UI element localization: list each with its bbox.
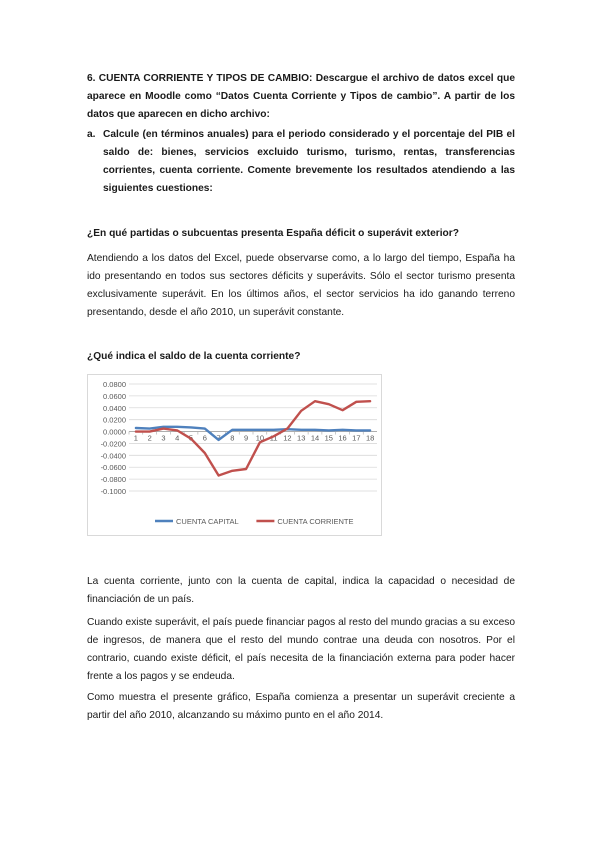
x-tick-label: 14: [310, 433, 320, 443]
list-item-text: Calcule (en términos anuales) para el periodo considerado y el porcentaje del PIB el saldo de: bienes, servicios excluido turismo, turismo, rentas, transferencias corrientes, cuenta corriente. Comente brevemente los resultados atendiendo a las siguientes cuestiones:: [103, 129, 515, 194]
x-tick-label: 10: [255, 433, 265, 443]
x-tick-label: 13: [297, 433, 306, 443]
section-intro: Descargue el archivo de datos excel que aparece en Moodle como “Datos Cuenta Corriente y Tipos de cambio”. A partir de los datos que aparecen en dicho archivo:: [87, 73, 515, 120]
y-tick-label: -0.0200: [100, 439, 126, 449]
list-item-label: a.: [87, 129, 96, 140]
question-2: ¿Qué indica el saldo de la cuenta corriente?: [87, 351, 301, 362]
section-title: 6. CUENTA CORRIENTE Y TIPOS DE CAMBIO:: [87, 73, 313, 84]
x-tick-label: 17: [352, 433, 361, 443]
x-tick-label: 11: [269, 433, 278, 443]
x-tick-label: 7: [216, 433, 221, 443]
y-tick-label: 0.0400: [103, 403, 126, 413]
list-item-a: [87, 126, 515, 198]
line-chart: [87, 374, 382, 536]
x-tick-label: 3: [161, 433, 166, 443]
y-tick-label: -0.0600: [100, 463, 126, 473]
x-tick-label: 1: [133, 433, 138, 443]
legend-label: CUENTA CORRIENTE: [277, 517, 354, 526]
paragraph-3: Como muestra el presente gráfico, España comienza a presentar un superávit creciente a partir del año 2010, alcanzando su máximo punto en el año 2014.: [87, 692, 515, 721]
x-tick-label: 18: [365, 433, 375, 443]
x-tick-label: 15: [324, 433, 333, 443]
y-tick-label: -0.0400: [100, 451, 126, 461]
y-tick-label: 0.0000: [103, 427, 126, 437]
paragraph-2: Cuando existe superávit, el país puede financiar pagos al resto del mundo gracias a su exceso de ingresos, de manera que el resto del mundo contrae una deuda con nosotros. Por el contrario, cuando existe déficit, el país necesita de la financiación externa para poder hacer frente a los pagos y se endeuda.: [87, 617, 515, 682]
x-tick-label: 16: [338, 433, 347, 443]
y-tick-label: -0.0800: [100, 475, 126, 485]
question-1: ¿En qué partidas o subcuentas presenta España déficit o superávit exterior?: [87, 228, 459, 239]
y-tick-label: 0.0600: [103, 391, 126, 401]
y-tick-label: 0.0200: [103, 415, 126, 425]
y-tick-label: -0.1000: [100, 487, 126, 496]
y-tick-label: 0.0800: [103, 380, 126, 389]
x-tick-label: 4: [175, 433, 180, 443]
legend-label: CUENTA CAPITAL: [176, 517, 239, 526]
x-tick-label: 12: [283, 433, 292, 443]
section-heading: [87, 70, 515, 124]
x-tick-label: 6: [202, 433, 207, 443]
x-tick-label: 5: [188, 433, 194, 443]
x-tick-label: 2: [147, 433, 152, 443]
chart-svg: [87, 374, 382, 536]
x-tick-label: 9: [244, 433, 249, 443]
x-tick-label: 8: [230, 433, 235, 443]
answer-1: Atendiendo a los datos del Excel, puede observarse como, a lo largo del tiempo, España ha ido presentando en todos sus sectores déficits y superávits. Sólo el sector turismo presenta exclusivamente superávit. En los últimos años, el sector servicios ha ido ganando terreno presentando, desde el año 2010, un superávit constante.: [87, 253, 515, 318]
paragraph-1: La cuenta corriente, junto con la cuenta de capital, indica la capacidad o necesidad de financiación de un país.: [87, 576, 515, 605]
